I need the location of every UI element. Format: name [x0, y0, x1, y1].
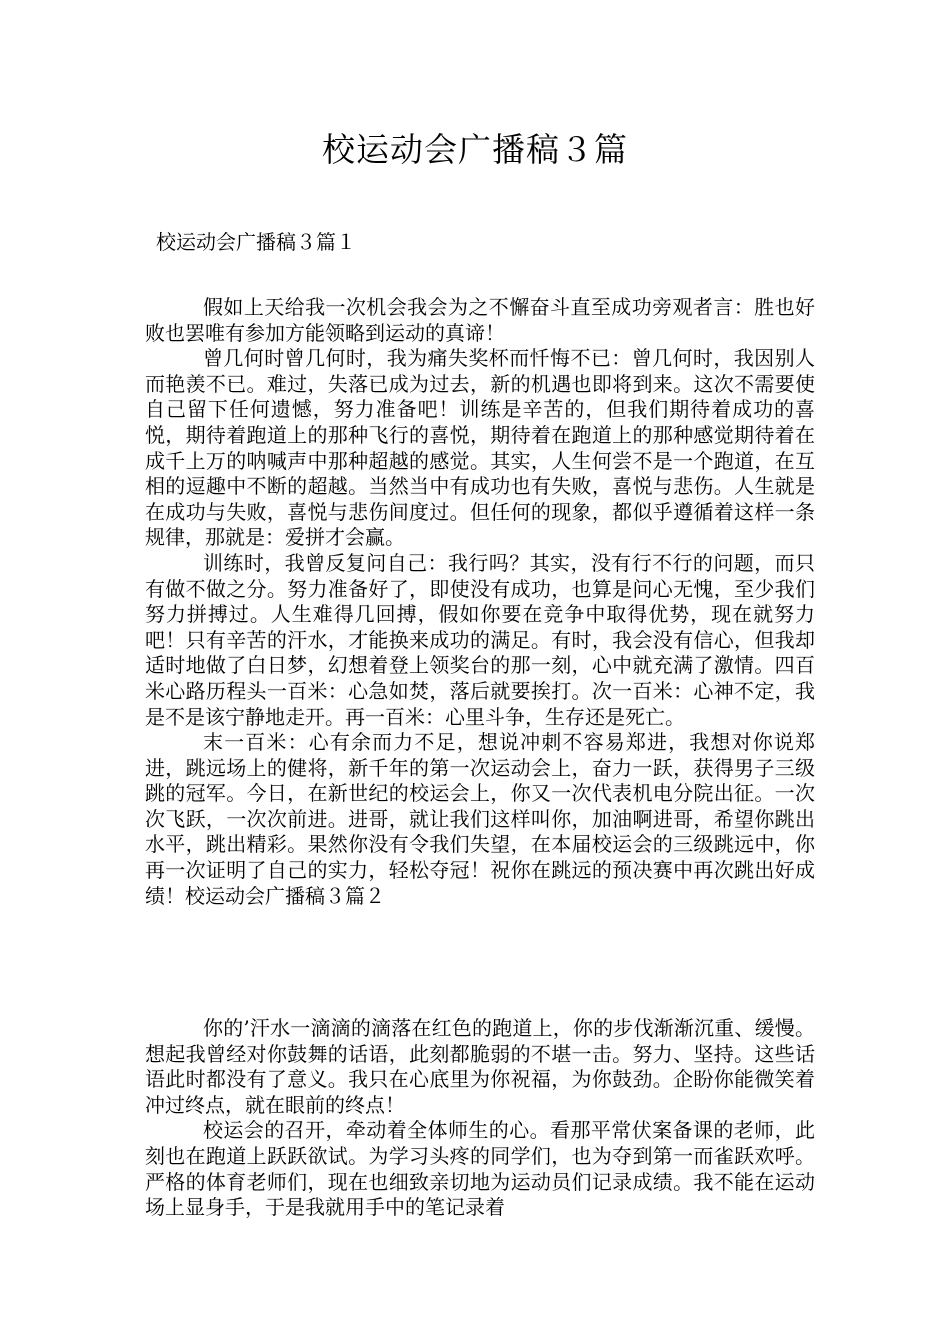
section-2-body — [145, 1016, 815, 1221]
paragraph — [145, 730, 815, 909]
paragraph: 假如上天给我一次机会我会为之不懈奋斗直至成功旁观者言：胜也好败也罢唯有参加方能领略到运动的真谛！ — [145, 295, 815, 345]
section-1-heading: 校运动会广播稿３篇１ — [156, 230, 356, 254]
document-title: 校运动会广播稿３篇 — [322, 130, 628, 169]
paragraph-text: 末一百米：心有余而力不足，想说冲刺不容易郑进，我想对你说郑进，跳远场上的健将，新千年的第一次运动会上，奋力一跃，获得男子三级跳的冠军。今日，在新世纪的校运会上，你又一次代表机电分院出征。一次次飞跃，一次次前进。进哥，就让我们这样叫你，加油啊进哥，希望你跳出水平，跳出精彩。果然你没有令我们失望，在本届校运会的三级跳远中，你再一次证明了自己的实力，轻松夺冠！祝你在跳远的预决赛中再次跳出好成绩！ — [145, 730, 815, 908]
paragraph: 你的’汗水一滴滴的滴落在红色的跑道上，你的步伐渐渐沉重、缓慢。想起我曾经对你鼓舞的话语，此刻都脆弱的不堪一击。努力、坚持。这些话语此时都没有了意义。我只在心底里为你祝福，为你鼓劲。企盼你能微笑着冲过终点，就在眼前的终点！ — [145, 1016, 815, 1117]
section-1-body — [145, 295, 815, 909]
paragraph: 校运会的召开，牵动着全体师生的心。看那平常伏案备课的老师，此刻也在跑道上跃跃欲试。为学习头疼的同学们，也为夺到第一而雀跃欢呼。严格的体育老师们，现在也细致亲切地为运动员们记录成绩。我不能在运动场上显身手，于是我就用手中的笔记录着 — [145, 1118, 815, 1220]
paragraph: 训练时，我曾反复问自己：我行吗？其实，没有行不行的问题，而只有做不做之分。努力准备好了，即使没有成功，也算是问心无愧，至少我们努力拼搏过。人生难得几回搏，假如你要在竞争中取得优势，现在就努力吧！只有辛苦的汗水，才能换来成功的满足。有时，我会没有信心，但我却适时地做了白日梦，幻想着登上领奖台的那一刻，心中就充满了激情。四百米心路历程头一百米：心急如焚，落后就要挨打。次一百米：心神不定，我是不是该宁静地走开。再一百米：心里斗争，生存还是死亡。 — [145, 550, 815, 729]
section-2-heading: 校运动会广播稿３篇２ — [185, 883, 385, 908]
paragraph: 曾几何时曾几何时，我为痛失奖杯而忏悔不已：曾几何时，我因别人而艳羡不已。难过，失落已成为过去，新的机遇也即将到来。这次不需要使自己留下任何遗憾，努力准备吧！训练是辛苦的，但我们期待着成功的喜悦，期待着跑道上的那种飞行的喜悦，期待着在跑道上的那种感觉期待着在成千上万的呐喊声中那种超越的感觉。其实，人生何尝不是一个跑道，在互相的逗趣中不断的超越。当然当中有成功也有失败，喜悦与悲伤。人生就是在成功与失败，喜悦与悲伤间度过。但任何的现象，都似乎遵循着这样一条规律，那就是：爱拼才会赢。 — [145, 346, 815, 550]
